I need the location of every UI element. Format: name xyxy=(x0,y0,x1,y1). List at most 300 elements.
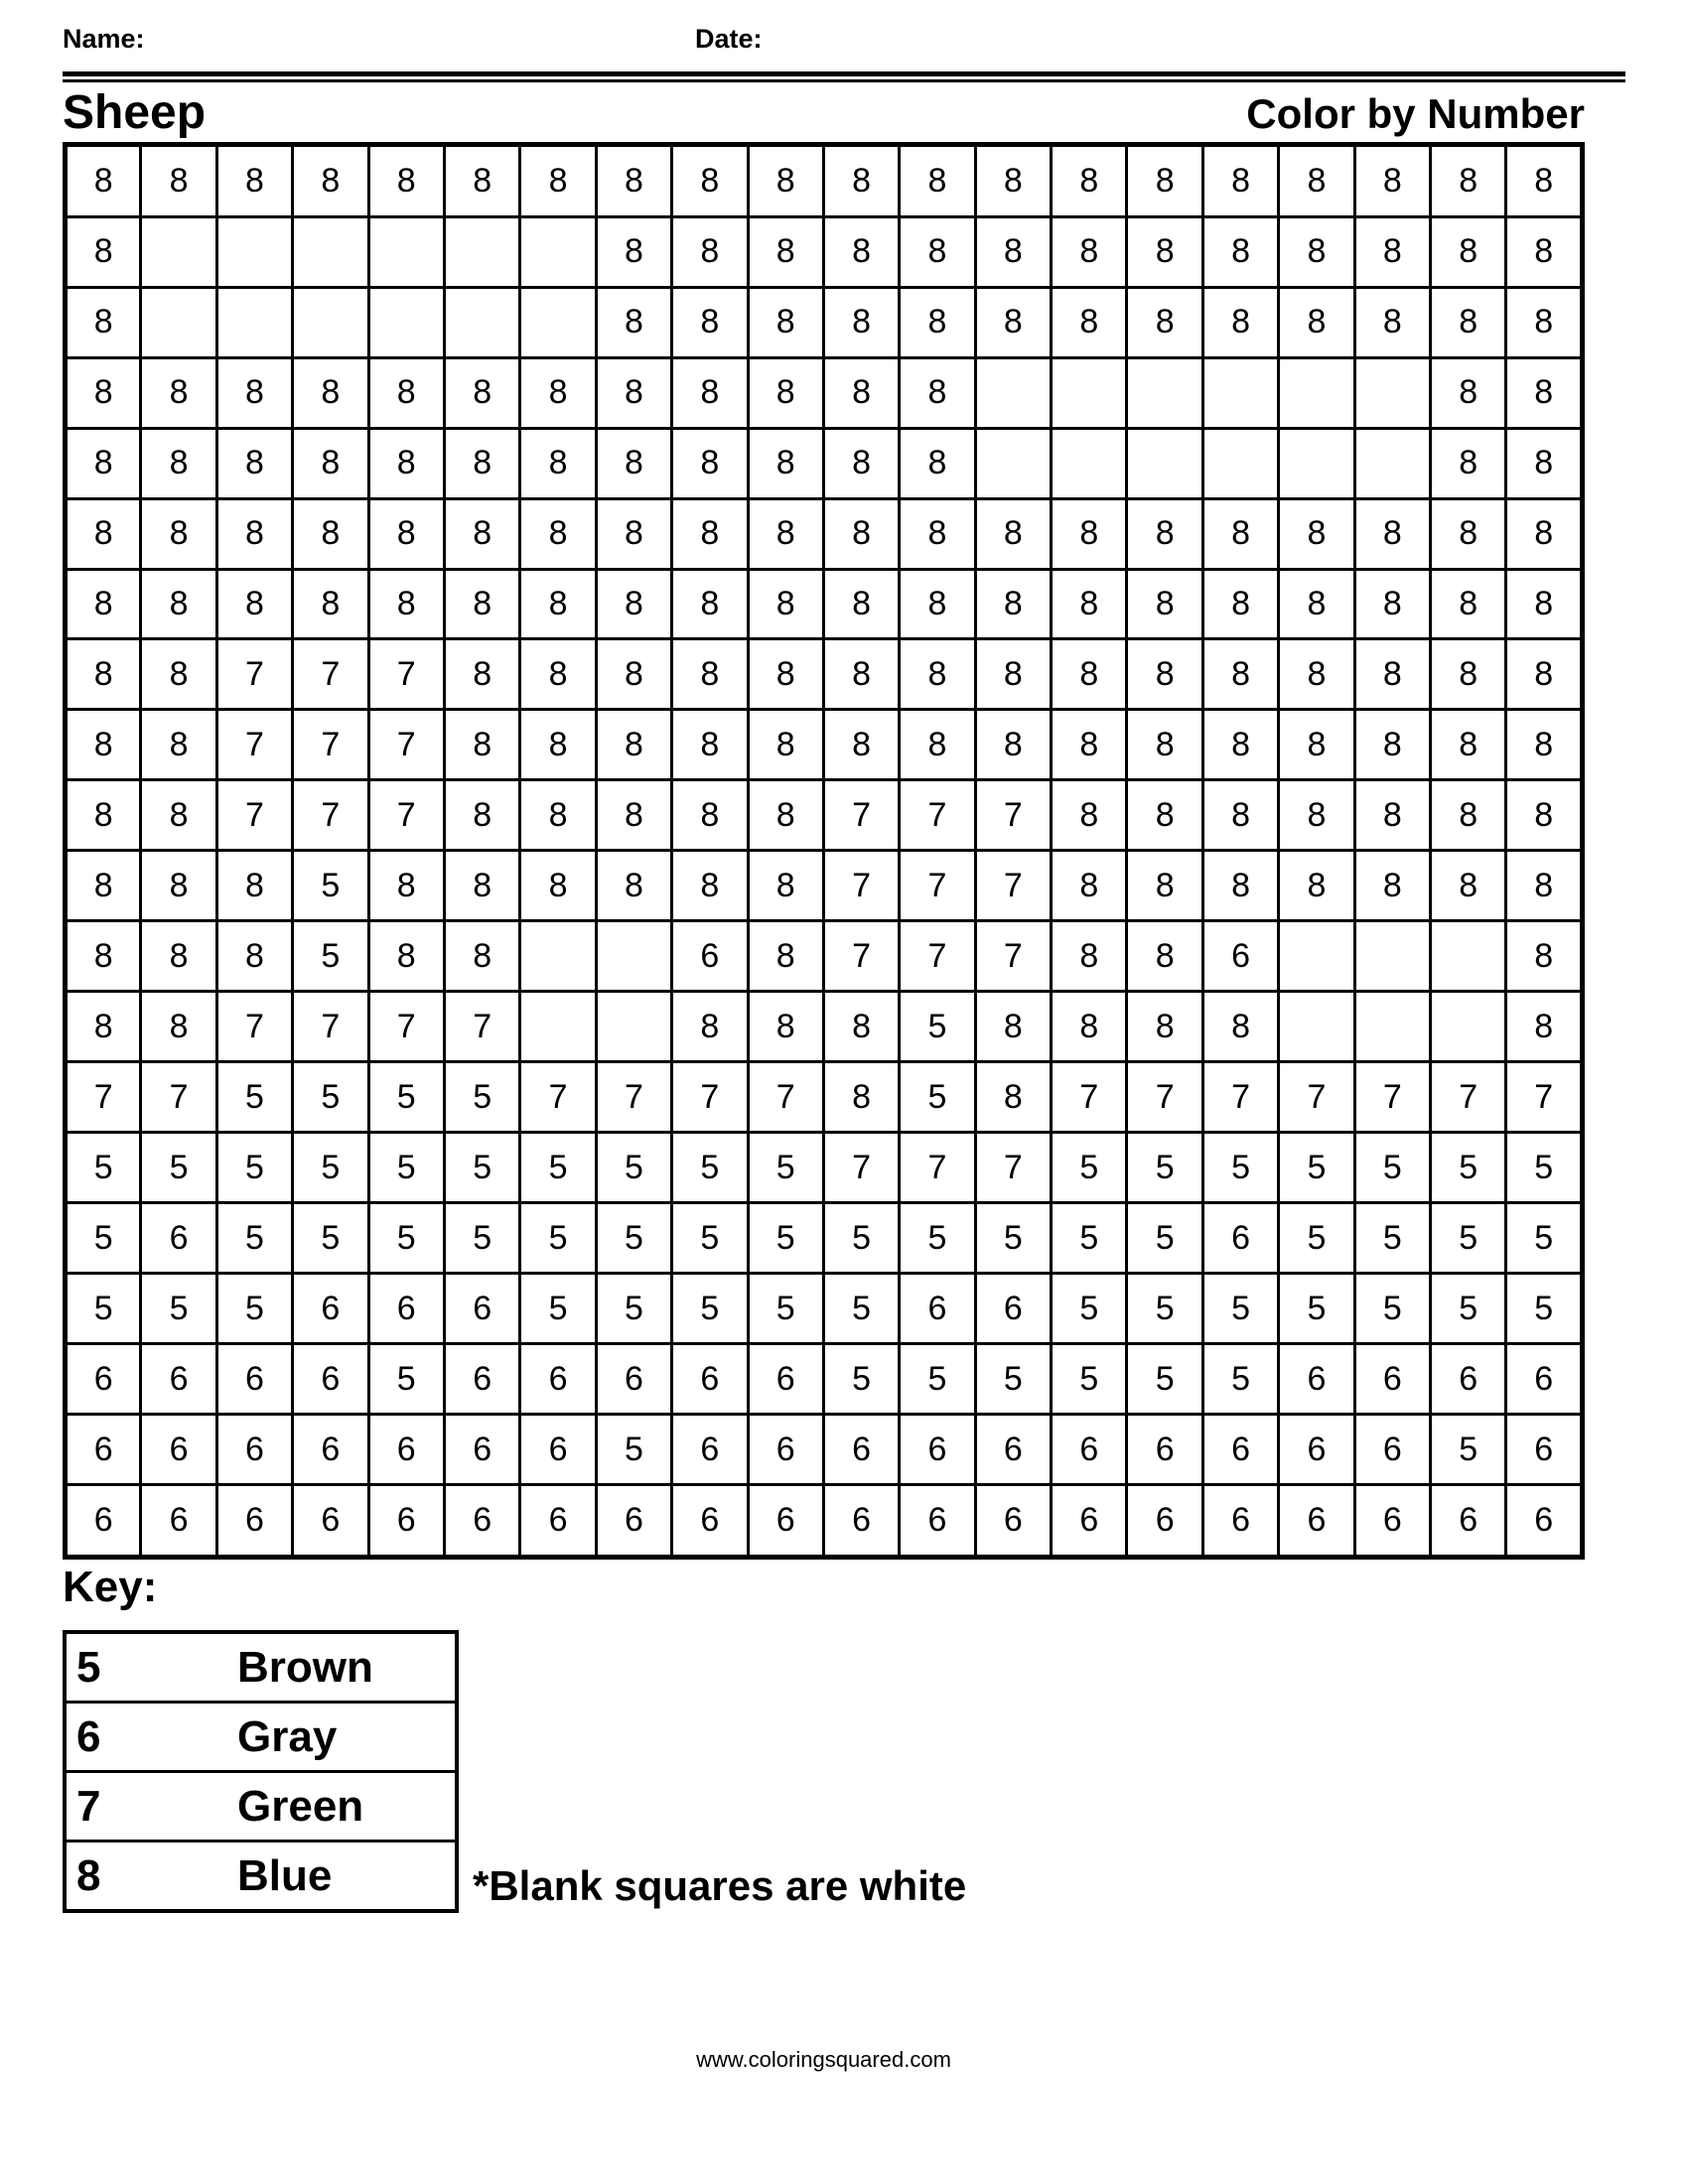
grid-cell: 6 xyxy=(1279,1415,1354,1485)
grid-cell xyxy=(1127,357,1202,428)
grid-cell: 6 xyxy=(748,1415,823,1485)
grid-cell: 8 xyxy=(1354,145,1430,217)
grid-cell: 5 xyxy=(1127,1133,1202,1203)
grid-cell: 8 xyxy=(748,357,823,428)
grid-cell: 8 xyxy=(1506,992,1583,1062)
grid-cell: 5 xyxy=(1127,1344,1202,1415)
grid-cell: 8 xyxy=(66,921,141,992)
grid-cell: 8 xyxy=(975,498,1051,569)
grid-cell xyxy=(1279,992,1354,1062)
grid-cell: 8 xyxy=(1202,145,1278,217)
grid-cell: 6 xyxy=(293,1274,368,1344)
grid-cell: 7 xyxy=(216,710,292,780)
grid-cell: 8 xyxy=(216,851,292,921)
grid-cell: 7 xyxy=(1127,1062,1202,1133)
grid-cell: 8 xyxy=(141,569,216,639)
grid-cell: 8 xyxy=(1202,710,1278,780)
grid-cell: 8 xyxy=(1279,639,1354,710)
grid-cell: 8 xyxy=(1202,992,1278,1062)
grid-cell xyxy=(141,287,216,357)
grid-cell: 6 xyxy=(141,1344,216,1415)
grid-cell: 7 xyxy=(1506,1062,1583,1133)
grid-cell: 6 xyxy=(293,1415,368,1485)
grid-cell: 7 xyxy=(216,639,292,710)
grid-cell: 8 xyxy=(975,287,1051,357)
grid-cell: 8 xyxy=(1431,357,1506,428)
grid-cell: 8 xyxy=(823,569,899,639)
grid-cell: 6 xyxy=(1127,1415,1202,1485)
grid-cell xyxy=(1279,921,1354,992)
grid-cell: 5 xyxy=(141,1133,216,1203)
grid-cell: 7 xyxy=(823,780,899,851)
grid-cell: 6 xyxy=(900,1274,975,1344)
grid-cell xyxy=(368,216,444,287)
grid-cell: 8 xyxy=(520,145,596,217)
grid-cell: 8 xyxy=(1127,780,1202,851)
grid-cell: 8 xyxy=(216,569,292,639)
grid-cell: 6 xyxy=(293,1485,368,1558)
grid-cell xyxy=(444,216,519,287)
grid-cell: 5 xyxy=(368,1344,444,1415)
grid-cell: 7 xyxy=(66,1062,141,1133)
grid-cell: 8 xyxy=(596,780,671,851)
grid-cell: 8 xyxy=(596,851,671,921)
number-grid xyxy=(63,142,1585,1560)
grid-cell: 5 xyxy=(293,1062,368,1133)
grid-cell: 8 xyxy=(823,1062,899,1133)
grid-cell: 8 xyxy=(141,498,216,569)
grid-cell: 6 xyxy=(975,1274,1051,1344)
grid-cell xyxy=(444,287,519,357)
grid-cell: 8 xyxy=(141,145,216,217)
grid-cell: 8 xyxy=(66,569,141,639)
grid-cell xyxy=(1431,992,1506,1062)
grid-cell: 8 xyxy=(1279,216,1354,287)
grid-cell: 7 xyxy=(1052,1062,1127,1133)
grid-row xyxy=(66,428,1583,498)
grid-cell: 8 xyxy=(368,569,444,639)
grid-cell: 7 xyxy=(216,780,292,851)
grid-cell: 6 xyxy=(748,1344,823,1415)
grid-cell: 8 xyxy=(748,921,823,992)
grid-cell: 8 xyxy=(1052,921,1127,992)
key-color-name: Brown xyxy=(237,1643,373,1692)
grid-cell: 7 xyxy=(216,992,292,1062)
grid-cell: 6 xyxy=(368,1415,444,1485)
grid-cell: 8 xyxy=(1127,569,1202,639)
grid-cell: 7 xyxy=(444,992,519,1062)
grid-cell: 8 xyxy=(141,992,216,1062)
grid-cell: 6 xyxy=(596,1344,671,1415)
grid-cell: 8 xyxy=(1506,780,1583,851)
grid-cell: 5 xyxy=(293,921,368,992)
grid-cell: 7 xyxy=(900,1133,975,1203)
grid-cell: 8 xyxy=(520,569,596,639)
grid-row xyxy=(66,1062,1583,1133)
key-color-name: Green xyxy=(237,1782,364,1831)
grid-cell: 8 xyxy=(672,992,748,1062)
grid-cell: 5 xyxy=(1506,1274,1583,1344)
grid-cell: 5 xyxy=(1202,1274,1278,1344)
grid-cell: 8 xyxy=(1431,287,1506,357)
grid-cell: 8 xyxy=(900,569,975,639)
grid-cell: 8 xyxy=(1127,921,1202,992)
grid-cell: 6 xyxy=(672,1415,748,1485)
grid-cell: 8 xyxy=(900,639,975,710)
grid-cell: 5 xyxy=(900,1203,975,1274)
grid-cell: 8 xyxy=(975,992,1051,1062)
grid-cell: 8 xyxy=(1506,710,1583,780)
grid-cell: 8 xyxy=(1202,498,1278,569)
grid-cell: 8 xyxy=(672,851,748,921)
grid-cell: 5 xyxy=(368,1062,444,1133)
grid-cell: 8 xyxy=(66,710,141,780)
grid-cell: 5 xyxy=(596,1133,671,1203)
grid-cell: 6 xyxy=(444,1485,519,1558)
grid-cell: 8 xyxy=(1431,780,1506,851)
grid-cell: 8 xyxy=(444,639,519,710)
grid-cell: 5 xyxy=(1431,1415,1506,1485)
key-number: 5 xyxy=(76,1643,101,1692)
grid-cell: 8 xyxy=(823,992,899,1062)
grid-cell: 8 xyxy=(1354,569,1430,639)
grid-row xyxy=(66,357,1583,428)
grid-cell: 8 xyxy=(1506,428,1583,498)
grid-cell xyxy=(596,992,671,1062)
grid-cell: 8 xyxy=(672,216,748,287)
grid-cell: 5 xyxy=(1431,1133,1506,1203)
key-table xyxy=(63,1630,459,1913)
grid-cell: 8 xyxy=(1127,216,1202,287)
grid-cell: 8 xyxy=(823,710,899,780)
grid-cell: 6 xyxy=(1506,1415,1583,1485)
grid-cell: 8 xyxy=(444,498,519,569)
grid-cell: 7 xyxy=(368,780,444,851)
grid-cell xyxy=(1354,992,1430,1062)
grid-cell: 6 xyxy=(66,1485,141,1558)
grid-cell: 8 xyxy=(1354,216,1430,287)
grid-cell: 8 xyxy=(1052,287,1127,357)
grid-cell: 8 xyxy=(1052,639,1127,710)
grid-cell: 8 xyxy=(368,357,444,428)
grid-cell: 5 xyxy=(66,1274,141,1344)
grid-cell: 8 xyxy=(1354,287,1430,357)
grid-cell xyxy=(293,287,368,357)
grid-cell: 7 xyxy=(293,780,368,851)
grid-cell: 5 xyxy=(1279,1133,1354,1203)
grid-cell: 7 xyxy=(1202,1062,1278,1133)
grid-row xyxy=(66,498,1583,569)
grid-cell: 6 xyxy=(368,1274,444,1344)
grid-row xyxy=(66,569,1583,639)
grid-cell: 5 xyxy=(444,1203,519,1274)
grid-cell: 8 xyxy=(1279,851,1354,921)
key-number: 6 xyxy=(76,1712,101,1761)
grid-cell: 8 xyxy=(1127,639,1202,710)
grid-cell: 8 xyxy=(1127,851,1202,921)
grid-cell: 8 xyxy=(444,710,519,780)
grid-cell: 7 xyxy=(900,921,975,992)
grid-cell: 8 xyxy=(672,710,748,780)
grid-cell: 7 xyxy=(1354,1062,1430,1133)
grid-cell: 6 xyxy=(1202,921,1278,992)
grid-cell: 8 xyxy=(141,357,216,428)
grid-cell: 8 xyxy=(293,498,368,569)
grid-cell xyxy=(520,921,596,992)
grid-cell: 8 xyxy=(1431,498,1506,569)
grid-cell: 8 xyxy=(1279,710,1354,780)
grid-cell: 8 xyxy=(1202,287,1278,357)
grid-cell: 8 xyxy=(1127,498,1202,569)
grid-cell: 8 xyxy=(1506,851,1583,921)
grid-cell: 8 xyxy=(1052,498,1127,569)
grid-cell: 5 xyxy=(1431,1203,1506,1274)
grid-cell: 5 xyxy=(900,992,975,1062)
grid-cell: 8 xyxy=(66,287,141,357)
grid-cell: 6 xyxy=(900,1415,975,1485)
grid-cell xyxy=(216,287,292,357)
grid-cell: 8 xyxy=(293,569,368,639)
grid-cell: 8 xyxy=(520,428,596,498)
grid-cell: 5 xyxy=(216,1133,292,1203)
grid-cell: 7 xyxy=(900,851,975,921)
grid-cell: 5 xyxy=(748,1133,823,1203)
grid-cell: 8 xyxy=(216,145,292,217)
key-row-green xyxy=(67,1773,455,1843)
grid-cell: 8 xyxy=(66,851,141,921)
grid-cell: 6 xyxy=(672,921,748,992)
grid-cell: 8 xyxy=(975,145,1051,217)
grid-cell xyxy=(141,216,216,287)
grid-cell: 8 xyxy=(823,216,899,287)
grid-cell: 8 xyxy=(596,287,671,357)
grid-cell: 8 xyxy=(141,851,216,921)
grid-cell: 8 xyxy=(672,287,748,357)
grid-cell xyxy=(1202,357,1278,428)
grid-cell: 8 xyxy=(823,357,899,428)
grid-cell: 5 xyxy=(368,1203,444,1274)
grid-cell: 5 xyxy=(66,1133,141,1203)
grid-row xyxy=(66,992,1583,1062)
grid-cell: 8 xyxy=(444,780,519,851)
grid-cell xyxy=(293,216,368,287)
grid-cell: 8 xyxy=(1354,498,1430,569)
grid-cell: 8 xyxy=(748,145,823,217)
footer-url: www.coloringsquared.com xyxy=(696,2047,951,2072)
grid-cell: 7 xyxy=(823,851,899,921)
grid-cell: 8 xyxy=(368,145,444,217)
grid-cell: 6 xyxy=(66,1415,141,1485)
grid-cell: 8 xyxy=(1202,780,1278,851)
grid-cell: 8 xyxy=(596,639,671,710)
grid-cell: 8 xyxy=(66,428,141,498)
grid-cell: 8 xyxy=(1127,287,1202,357)
grid-cell: 8 xyxy=(1202,569,1278,639)
grid-cell: 8 xyxy=(900,145,975,217)
grid-cell: 5 xyxy=(823,1274,899,1344)
grid-cell: 8 xyxy=(1431,639,1506,710)
grid-cell: 8 xyxy=(672,569,748,639)
grid-cell: 8 xyxy=(672,145,748,217)
grid-cell: 5 xyxy=(900,1062,975,1133)
grid-cell: 8 xyxy=(900,287,975,357)
grid-cell: 5 xyxy=(368,1133,444,1203)
grid-cell: 8 xyxy=(748,428,823,498)
grid-cell: 8 xyxy=(141,639,216,710)
grid-cell: 8 xyxy=(1506,569,1583,639)
grid-cell: 5 xyxy=(1506,1203,1583,1274)
grid-cell: 5 xyxy=(975,1203,1051,1274)
grid-cell: 8 xyxy=(596,710,671,780)
grid-cell: 5 xyxy=(900,1344,975,1415)
grid-cell: 8 xyxy=(293,357,368,428)
grid-cell xyxy=(216,216,292,287)
grid-cell: 6 xyxy=(672,1344,748,1415)
grid-cell: 5 xyxy=(748,1203,823,1274)
grid-cell: 8 xyxy=(1052,780,1127,851)
grid-cell: 6 xyxy=(1354,1344,1430,1415)
grid-cell: 8 xyxy=(1052,710,1127,780)
grid-cell: 8 xyxy=(444,569,519,639)
key-number: 7 xyxy=(76,1782,101,1831)
grid-cell: 5 xyxy=(444,1133,519,1203)
grid-cell: 6 xyxy=(672,1485,748,1558)
blank-squares-note: *Blank squares are white xyxy=(473,1862,967,1909)
grid-cell xyxy=(1431,921,1506,992)
grid-cell: 8 xyxy=(1052,569,1127,639)
grid-row xyxy=(66,851,1583,921)
grid-cell xyxy=(368,287,444,357)
grid-cell: 5 xyxy=(216,1062,292,1133)
grid-cell: 8 xyxy=(672,780,748,851)
grid-cell xyxy=(520,216,596,287)
grid-row xyxy=(66,1344,1583,1415)
grid-cell: 5 xyxy=(444,1062,519,1133)
grid-cell: 8 xyxy=(823,498,899,569)
grid-cell: 5 xyxy=(1354,1133,1430,1203)
page-subtitle: Color by Number xyxy=(1246,90,1585,137)
grid-cell: 8 xyxy=(748,710,823,780)
grid-cell: 8 xyxy=(596,216,671,287)
grid-cell: 8 xyxy=(444,851,519,921)
grid-cell: 8 xyxy=(520,710,596,780)
grid-cell: 8 xyxy=(672,357,748,428)
grid-cell: 7 xyxy=(293,710,368,780)
grid-cell: 7 xyxy=(293,639,368,710)
grid-cell: 7 xyxy=(368,639,444,710)
grid-row xyxy=(66,287,1583,357)
grid-cell: 8 xyxy=(1202,216,1278,287)
grid-cell: 7 xyxy=(748,1062,823,1133)
grid-cell: 8 xyxy=(141,428,216,498)
grid-cell: 8 xyxy=(141,780,216,851)
grid-cell: 8 xyxy=(748,780,823,851)
grid-cell: 8 xyxy=(823,428,899,498)
grid-cell: 8 xyxy=(1279,145,1354,217)
grid-cell: 8 xyxy=(66,357,141,428)
grid-cell: 5 xyxy=(216,1274,292,1344)
grid-cell: 8 xyxy=(1431,710,1506,780)
grid-cell: 8 xyxy=(975,710,1051,780)
grid-cell: 8 xyxy=(444,921,519,992)
grid-cell: 6 xyxy=(1431,1344,1506,1415)
grid-cell: 8 xyxy=(1127,992,1202,1062)
grid-cell: 8 xyxy=(368,498,444,569)
grid-cell: 6 xyxy=(1052,1415,1127,1485)
grid-cell: 5 xyxy=(596,1274,671,1344)
key-label: Key: xyxy=(63,1563,158,1611)
grid-cell: 8 xyxy=(748,287,823,357)
grid-cell: 8 xyxy=(1279,498,1354,569)
grid-cell: 8 xyxy=(748,569,823,639)
grid-cell: 5 xyxy=(1202,1133,1278,1203)
grid-cell: 6 xyxy=(748,1485,823,1558)
date-label: Date: xyxy=(695,24,763,54)
grid-cell xyxy=(1354,921,1430,992)
grid-cell: 8 xyxy=(216,498,292,569)
grid-cell: 8 xyxy=(900,216,975,287)
grid-cell: 6 xyxy=(1279,1344,1354,1415)
title-row xyxy=(63,85,1585,140)
grid-cell: 5 xyxy=(141,1274,216,1344)
grid-cell: 5 xyxy=(66,1203,141,1274)
grid-cell: 8 xyxy=(1354,710,1430,780)
grid-cell: 8 xyxy=(1127,710,1202,780)
grid-cell: 8 xyxy=(900,428,975,498)
grid-row xyxy=(66,1203,1583,1274)
grid-cell xyxy=(1279,357,1354,428)
grid-cell: 8 xyxy=(1431,428,1506,498)
grid-cell: 8 xyxy=(1506,639,1583,710)
grid-cell: 6 xyxy=(1279,1485,1354,1558)
grid-cell: 8 xyxy=(1052,216,1127,287)
grid-cell: 6 xyxy=(1506,1344,1583,1415)
grid-row xyxy=(66,145,1583,217)
grid-cell: 6 xyxy=(141,1415,216,1485)
grid-cell: 5 xyxy=(1431,1274,1506,1344)
grid-cell: 5 xyxy=(1052,1203,1127,1274)
grid-cell xyxy=(1354,428,1430,498)
grid-cell: 8 xyxy=(216,357,292,428)
grid-cell: 8 xyxy=(1202,851,1278,921)
grid-cell: 5 xyxy=(596,1203,671,1274)
grid-cell: 5 xyxy=(293,1133,368,1203)
grid-cell: 8 xyxy=(748,216,823,287)
grid-cell xyxy=(1127,428,1202,498)
grid-cell: 5 xyxy=(1127,1274,1202,1344)
grid-cell: 5 xyxy=(672,1203,748,1274)
grid-cell xyxy=(596,921,671,992)
grid-cell: 5 xyxy=(975,1344,1051,1415)
grid-cell: 6 xyxy=(520,1344,596,1415)
grid-cell: 5 xyxy=(823,1344,899,1415)
grid-cell xyxy=(1354,357,1430,428)
grid-cell: 8 xyxy=(368,851,444,921)
grid-cell: 6 xyxy=(520,1415,596,1485)
grid-cell: 8 xyxy=(368,921,444,992)
grid-cell: 8 xyxy=(66,992,141,1062)
grid-cell: 6 xyxy=(141,1203,216,1274)
grid-cell: 8 xyxy=(823,287,899,357)
grid-row xyxy=(66,921,1583,992)
grid-cell: 8 xyxy=(520,851,596,921)
grid-cell: 5 xyxy=(1279,1203,1354,1274)
grid-cell: 8 xyxy=(1279,287,1354,357)
page-title: Sheep xyxy=(63,86,207,139)
grid-cell: 5 xyxy=(748,1274,823,1344)
grid-cell: 8 xyxy=(748,851,823,921)
grid-cell: 5 xyxy=(1127,1203,1202,1274)
